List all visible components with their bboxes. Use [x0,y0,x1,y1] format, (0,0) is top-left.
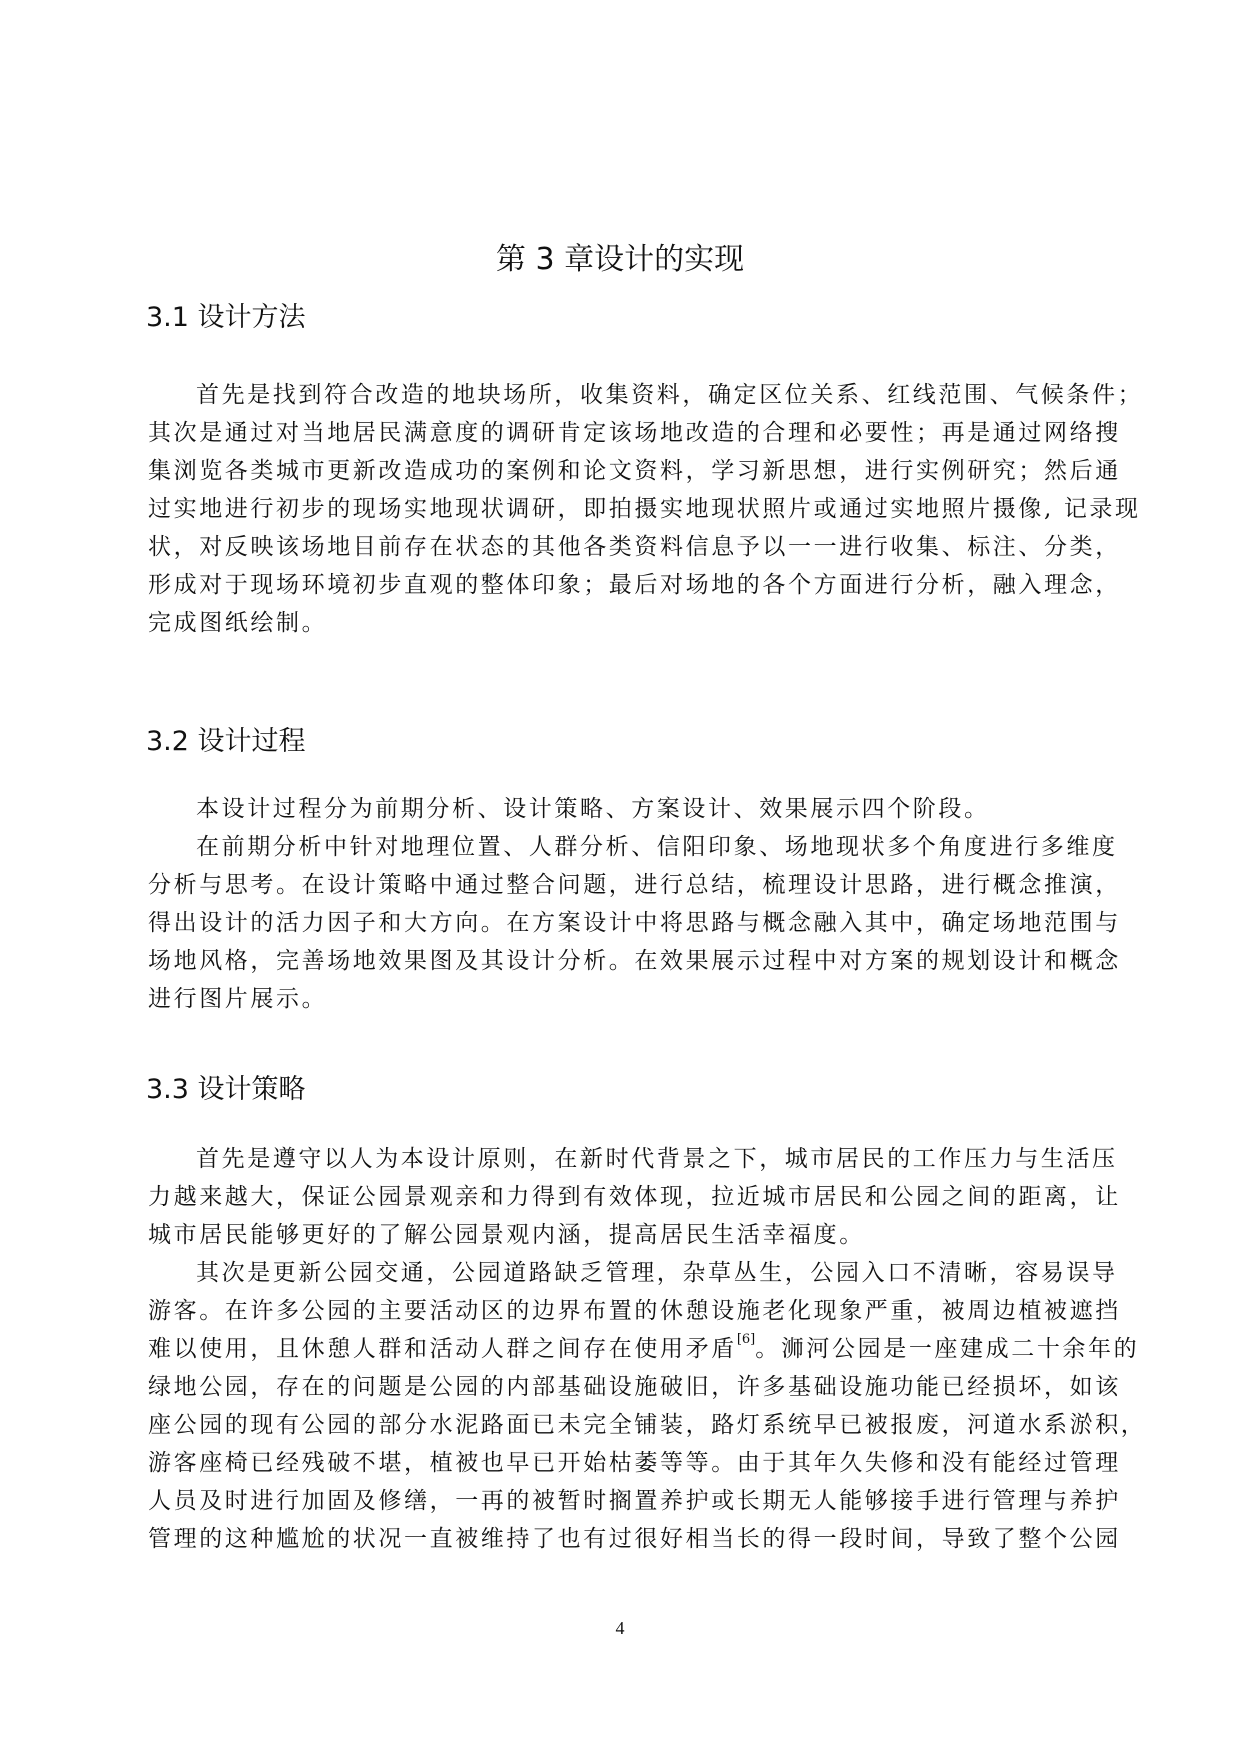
text-line: 集浏览各类城市更新改造成功的案例和论文资料，学习新思想，进行实例研究；然后通 [148,458,1121,484]
text-line: 城市居民能够更好的了解公园景观内涵，提高居民生活幸福度。 [148,1222,865,1248]
text-line: 首先是找到符合改造的地块场所，收集资料，确定区位关系、红线范围、气候条件； [196,382,1144,408]
text-line: 管理的这种尴尬的状况一直被维持了也有过很好相当长的得一段时间，导致了整个公园 [148,1526,1121,1552]
text-line: 过实地进行初步的现场实地现状调研，即拍摄实地现状照片或通过实地照片摄像, 记录现 [148,496,1141,522]
text-line: 力越来越大，保证公园景观亲和力得到有效体现，拉近城市居民和公园之间的距离，让 [148,1184,1121,1210]
chapter-title: 第 3 章设计的实现 [495,242,745,277]
text-line: 状，对反映该场地目前存在状态的其他各类资料信息予以一一进行收集、标注、分类， [148,534,1121,560]
text-segment: 难以使用，且休憩人群和活动人群之间存在使用矛盾 [148,1336,737,1362]
text-line: 形成对于现场环境初步直观的整体印象；最后对场地的各个方面进行分析，融入理念， [148,572,1121,598]
paragraph-design-method [148,376,1144,642]
text-line: 完成图纸绘制。 [148,610,328,636]
text-line-with-citation [148,1330,1140,1368]
text-line: 首先是遵守以人为本设计原则，在新时代背景之下，城市居民的工作压力与生活压 [196,1146,1118,1172]
paragraph-process-detail [148,828,1128,1018]
section-heading-3-1: 3.1 设计方法 [146,302,306,333]
text-line: 游客。在许多公园的主要活动区的边界布置的休憩设施老化现象严重，被周边植被遮挡 [148,1298,1121,1324]
page-number: 4 [615,1618,625,1638]
text-segment: 。浉河公园是一座建成二十余年的 [755,1336,1140,1362]
text-line: 绿地公园，存在的问题是公园的内部基础设施破旧，许多基础设施功能已经损坏，如该 [148,1374,1121,1400]
text-line: 在前期分析中针对地理位置、人群分析、信阳印象、场地现状多个角度进行多维度 [196,834,1118,860]
text-line: 其次是通过对当地居民满意度的调研肯定该场地改造的合理和必要性；再是通过网络搜 [148,420,1121,446]
text-line: 进行图片展示。 [148,986,328,1012]
text-line: 座公园的现有公园的部分水泥路面已未完全铺装，路灯系统早已被报废，河道水系淤积， [148,1412,1147,1438]
paragraph-strategy-people [148,1140,1128,1254]
section-heading-3-2: 3.2 设计过程 [146,726,306,757]
text-line: 分析与思考。在设计策略中通过整合问题，进行总结，梳理设计思路，进行概念推演， [148,872,1121,898]
text-line: 得出设计的活力因子和大方向。在方案设计中将思路与概念融入其中，确定场地范围与 [148,910,1121,936]
paragraph-strategy-traffic [148,1254,1147,1558]
text-line: 本设计过程分为前期分析、设计策略、方案设计、效果展示四个阶段。 [196,796,990,822]
text-line: 游客座椅已经残破不堪，植被也早已开始枯萎等等。由于其年久失修和没有能经过管理 [148,1450,1121,1476]
text-line: 人员及时进行加固及修缮，一再的被暂时搁置养护或长期无人能够接手进行管理与养护 [148,1488,1121,1514]
text-line: 场地风格，完善场地效果图及其设计分析。在效果展示过程中对方案的规划设计和概念 [148,948,1121,974]
paragraph-process-intro [148,790,1128,828]
citation-reference[interactable]: [6] [736,1332,756,1347]
section-heading-3-3: 3.3 设计策略 [146,1074,306,1105]
text-line: 其次是更新公园交通，公园道路缺乏管理，杂草丛生，公园入口不清晰，容易误导 [196,1260,1118,1286]
